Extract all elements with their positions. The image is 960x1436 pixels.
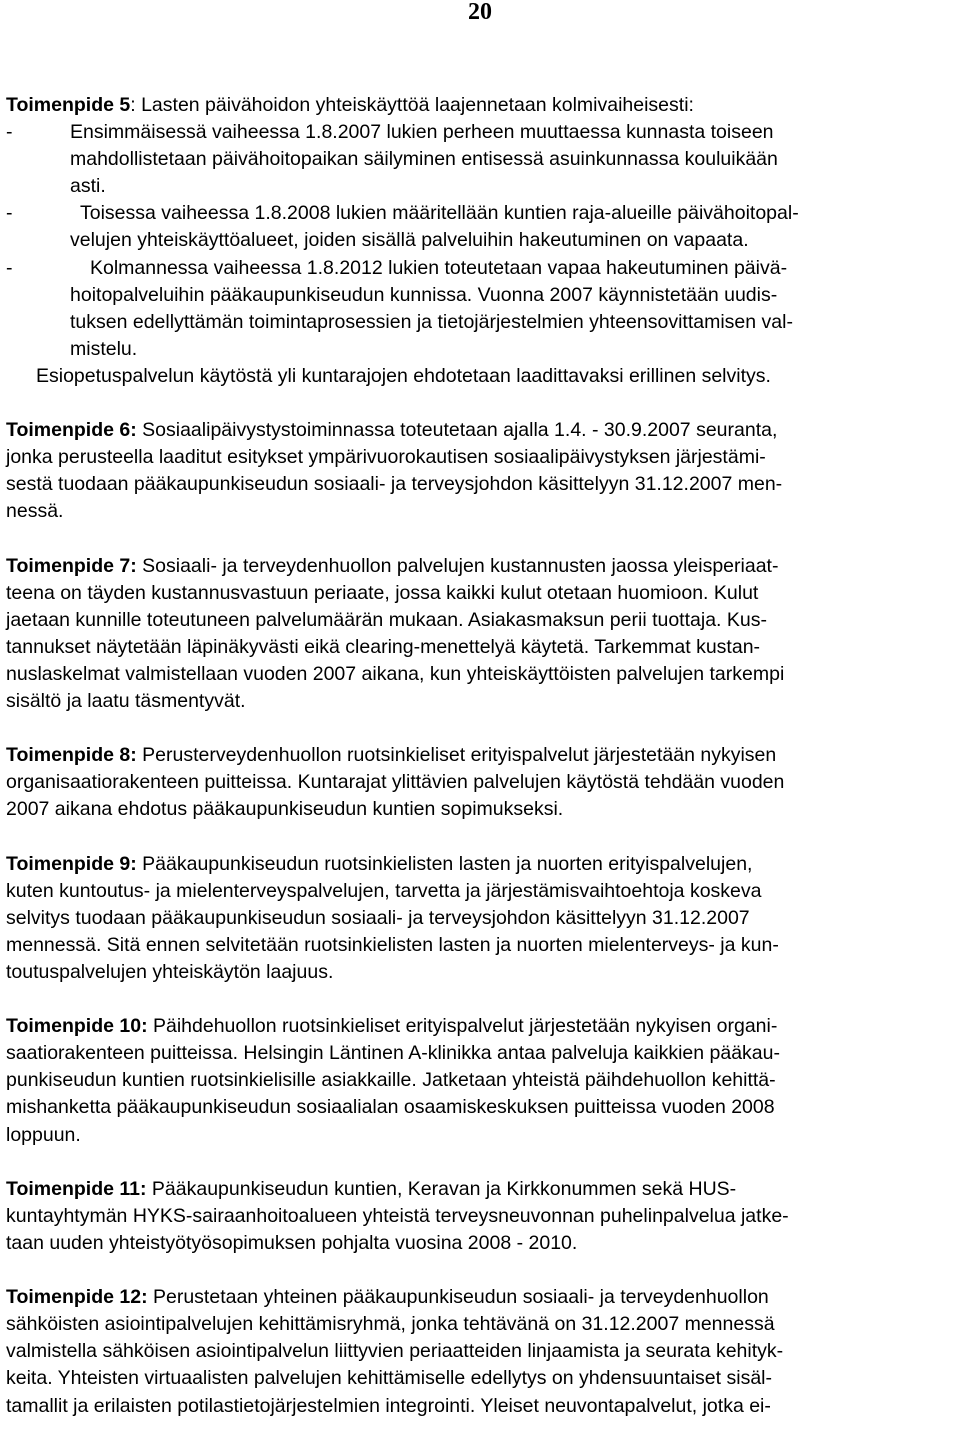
measure-10-line-4: mishanketta pääkaupunkiseudun sosiaalialan osaamiskeskuksen puitteissa vuoden 2008 — [6, 1096, 775, 1119]
measure-11 — [6, 1176, 950, 1257]
measure-12 — [6, 1284, 950, 1419]
measure-6-label: Toimenpide 6: — [6, 419, 137, 442]
measure-5-bullet-2 — [6, 200, 950, 254]
measure-9-line-4: mennessä. Sitä ennen selvitetään ruotsinkielisten lasten ja nuorten mielenterveys- ja kun- — [6, 933, 779, 956]
measure-11-line-1 — [6, 1176, 950, 1203]
measure-9-text-1: Pääkaupunkiseudun ruotsinkielisten lasten ja nuorten erityispalvelujen, — [136, 852, 753, 875]
measure-11-line-3: taan uuden yhteistyötyösopimuksen pohjalta vuosina 2008 - 2010. — [6, 1231, 578, 1254]
measure-8-line-3: 2007 aikana ehdotus pääkaupunkiseudun kuntien sopimukseksi. — [6, 798, 564, 821]
measure-7-line-5: nuslaskelmat valmistellaan vuoden 2007 aikana, kun yhteiskäyttöisten palvelujen tarkempi — [6, 662, 785, 685]
measure-6-text-1: Sosiaalipäivystystoiminnassa toteutetaan ajalla 1.4. - 30.9.2007 seuranta, — [136, 419, 778, 442]
measure-7-label: Toimenpide 7: — [6, 554, 137, 577]
measure-12-label: Toimenpide 12: — [6, 1286, 148, 1309]
measure-12-text-1: Perustetaan yhteinen pääkaupunkiseudun sosiaali- ja terveydenhuollon — [147, 1286, 769, 1309]
measure-5-bullet-1-line-2: mahdollistetaan päivähoitopaikan säilyminen entisessä asuinkunnassa kouluikään — [70, 148, 778, 171]
measure-5-bullet-3 — [6, 255, 950, 363]
measure-5-bullet-3-line-2: hoitopalveluihin pääkaupunkiseudun kunnissa. Vuonna 2007 käynnistetään uudis- — [70, 283, 778, 306]
measure-5-intro: : Lasten päivähoidon yhteiskäyttöä laajennetaan kolmivaiheisesti: — [130, 94, 694, 116]
measure-8-line-1 — [6, 742, 950, 769]
measure-6-line-1 — [6, 417, 950, 444]
measure-5-after: Esiopetuspalvelun käytöstä yli kuntarajojen ehdotetaan laadittavaksi erillinen selvitys. — [36, 364, 771, 387]
measure-12-line-3: valmistella sähköisen asiointipalvelun liittyvien periaatteiden linjaamista ja seurata kehityk- — [6, 1340, 784, 1363]
measure-10-line-5: loppuun. — [6, 1123, 81, 1146]
measure-11-line-2: kuntayhtymän HYKS-sairaanhoitoalueen yhteistä terveysneuvonnan puhelinpalvelua jatke- — [6, 1204, 789, 1227]
measure-9-line-1 — [6, 851, 950, 878]
measure-5-bullet-1-line-3: asti. — [70, 175, 106, 198]
measure-7-line-1 — [6, 553, 950, 580]
measure-5-bullet-2-line-2: velujen yhteiskäyttöalueet, joiden sisällä palveluihin hakeutuminen on vapaata. — [70, 229, 749, 252]
page-number: 20 — [468, 0, 492, 25]
measure-5-bullet-3-line-3: tuksen edellyttämän toimintaprosessien ja tietojärjestelmien yhteensovittamisen val- — [70, 310, 793, 333]
measure-5-bullet-3-line-4: mistelu. — [70, 337, 138, 360]
measure-5-bullet-1-line-1: Ensimmäisessä vaiheessa 1.8.2007 lukien perheen muuttaessa kunnasta toiseen — [70, 121, 774, 144]
measure-7-line-4: tannukset näytetään läpinäkyvästi eikä clearing-menettelyä käytetä. Tarkemmat kustan- — [6, 635, 761, 658]
measure-9 — [6, 851, 950, 986]
measure-10 — [6, 1013, 950, 1148]
measure-8-label: Toimenpide 8: — [6, 744, 137, 767]
measure-9-line-3: selvitys tuodaan pääkaupunkiseudun sosiaali- ja terveysjohdon käsittelyyn 31.12.2007 — [6, 906, 750, 929]
measure-6-line-4: nessä. — [6, 500, 64, 523]
measure-5-bullet-2-line-1: Toisessa vaiheessa 1.8.2008 lukien määritellään kuntien raja-alueille päivähoitopal- — [80, 202, 799, 225]
measure-7-line-3: jaetaan kunnille toteutuneen palvelumäärän mukaan. Asiakasmaksun perii tuottaja. Kus- — [6, 608, 767, 631]
measure-6-line-3: sestä tuodaan pääkaupunkiseudun sosiaali- ja terveysjohdon käsittelyyn 31.12.2007 men- — [6, 473, 783, 496]
measure-6 — [6, 417, 950, 525]
measure-5 — [6, 92, 950, 390]
measure-9-line-5: toutuspalvelujen yhteiskäytön laajuus. — [6, 961, 334, 983]
bullet-dash: - — [6, 256, 13, 279]
measure-11-text-1: Pääkaupunkiseudun kuntien, Keravan ja Kirkkonummen sekä HUS- — [146, 1177, 737, 1200]
document-body — [6, 92, 950, 1420]
measure-7-text-1: Sosiaali- ja terveydenhuollon palvelujen kustannusten jaossa yleisperiaat- — [136, 554, 779, 577]
measure-11-label: Toimenpide 11: — [6, 1177, 147, 1200]
measure-9-label: Toimenpide 9: — [6, 852, 137, 875]
bullet-dash: - — [6, 121, 13, 144]
measure-12-line-5: tamallit ja erilaisten potilastietojärjestelmien integrointi. Yleiset neuvontapalvelut, jotka ei- — [6, 1394, 771, 1417]
measure-5-label: Toimenpide 5 — [6, 94, 131, 116]
measure-10-text-1: Päihdehuollon ruotsinkieliset erityispalvelut järjestetään nykyisen organi- — [147, 1015, 778, 1038]
measure-10-label: Toimenpide 10: — [6, 1015, 148, 1038]
measure-12-line-2: sähköisten asiointipalvelujen kehittämisryhmä, jonka tehtävänä on 31.12.2007 mennessä — [6, 1313, 775, 1336]
measure-10-line-3: punkiseudun kuntien ruotsinkielisille asiakkaille. Jatketaan yhteistä päihdehuollon kehittä- — [6, 1069, 776, 1092]
measure-9-line-2: kuten kuntoutus- ja mielenterveyspalvelujen, tarvetta ja järjestämisvaihtoehtoja koskeva — [6, 879, 762, 902]
measure-5-bullet-3-line-1: Kolmannessa vaiheessa 1.8.2012 lukien toteutetaan vapaa hakeutuminen päivä- — [90, 256, 788, 279]
measure-8 — [6, 742, 950, 823]
measure-10-line-2: saatiorakenteen puitteissa. Helsingin Läntinen A-klinikka antaa palveluja kaikkien pääkau- — [6, 1042, 780, 1065]
measure-8-text-1: Perusterveydenhuollon ruotsinkieliset erityispalvelut järjestetään nykyisen — [136, 744, 777, 767]
measure-5-bullet-1 — [6, 119, 950, 200]
measure-8-line-2: organisaatiorakenteen puitteissa. Kuntarajat ylittävien palvelujen käytöstä tehdään vuoden — [6, 771, 785, 794]
measure-12-line-4: keita. Yhteisten virtuaalisten palvelujen kehittämiselle edellytys on yhdensuuntaiset sisäl- — [6, 1367, 772, 1390]
measure-7-line-6: sisältö ja laatu täsmentyvät. — [6, 690, 246, 713]
measure-5-heading-line — [6, 92, 950, 119]
bullet-dash: - — [6, 202, 13, 225]
measure-7-line-2: teena on täyden kustannusvastuun periaate, jossa kaikki kulut otetaan huomioon. Kulut — [6, 581, 759, 604]
measure-7 — [6, 553, 950, 716]
measure-6-line-2: jonka perusteella laaditut esitykset ympärivuorokautisen sosiaalipäivystyksen järjestämi- — [6, 446, 766, 469]
measure-10-line-1 — [6, 1013, 950, 1040]
measure-12-line-1 — [6, 1284, 950, 1311]
